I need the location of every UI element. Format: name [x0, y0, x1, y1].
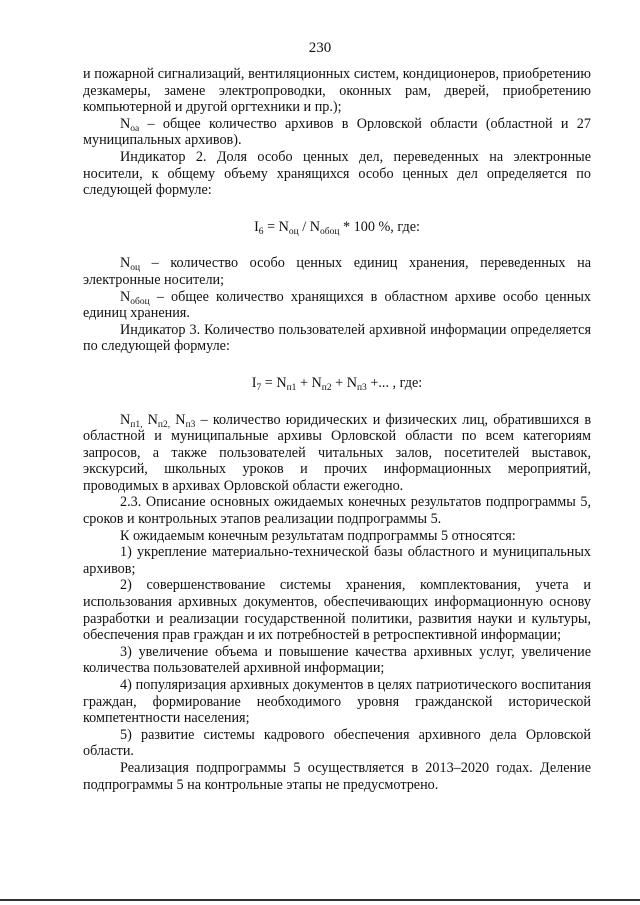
result-item: 3) увеличение объема и повышение качества архивных услуг, увеличение количества пользователей архивной информации; [83, 643, 591, 677]
indicator-3-text: Индикатор 3. Количество пользователей архивной информации определяется по следующей формуле: [83, 321, 591, 355]
document-body [83, 66, 591, 793]
definition-noboc: $N_{обоц}$ – общее количество хранящихся в областном архиве особо ценных единиц хранения. [83, 288, 591, 322]
formula-indicator-3: $I_7 = N_{п1} + N_{п2} + N_{п3}$ +... , где: [251, 374, 423, 393]
result-item: 4) популяризация архивных документов в целях патриотического воспитания граждан, формирование необходимого уровня гражданской исторической компетентности населения; [83, 677, 591, 727]
indicator-2-text: Индикатор 2. Доля особо ценных дел, переведенных на электронные носители, к общему объему хранящихся особо ценных дел определяется по следующей формуле: [83, 148, 591, 199]
definition-np: $N_{п1,}$ $N_{п2,}$ $N_{п3}$ – количество юридических и физических лиц, обратившихся в областной и муниципальные архивы Орловской области по всем категориям запросов, а также пользователей читальных залов, посетителей выставок, экскурсий, школьных уроков и прочих информационных мероприятий, проводимых в архивах Орловской области ежегодно. [83, 411, 592, 494]
formula-indicator-2: $I_6 = N_{оц} / N_{обоц} * 100$ %, где: [254, 218, 420, 237]
page-bottom-rule [0, 899, 640, 901]
definition-noa: $N_{оа}$ – общее количество архивов в Орловской области (областной и 27 муниципальных архивов). [83, 115, 591, 149]
definition-noc: $N_{оц}$ – количество особо ценных единиц хранения, переведенных на электронные носители; [83, 255, 591, 288]
final-paragraph: Реализация подпрограммы 5 осуществляется в 2013–2020 годах. Деление подпрограммы 5 на контрольные этапы не предусмотрено. [83, 759, 591, 793]
result-item: 1) укрепление материально-технической базы областного и муниципальных архивов; [83, 544, 591, 577]
section-2-3-heading: 2.3. Описание основных ожидаемых конечных результатов подпрограммы 5, сроков и контрольных этапов реализации подпрограммы 5. [83, 494, 591, 528]
paragraph-continuation: и пожарной сигнализаций, вентиляционных систем, кондиционеров, приобретению дезкамеры, замене электропроводки, оконных рам, дверей, приобретению компьютерной и другой оргтехники и пр.); [83, 66, 591, 116]
page-number: 230 [308, 40, 332, 56]
results-intro: К ожидаемым конечным результатам подпрограммы 5 относятся: [120, 527, 516, 544]
result-item: 5) развитие системы кадрового обеспечения архивного дела Орловской области. [83, 726, 591, 760]
result-item: 2) совершенствование системы хранения, комплектования, учета и использования архивных документов, обеспечивающих информационную основу разработки и реализации государственной политики, развития науки и культуры, обеспечения прав граждан и их потребностей в ретроспективной информации; [83, 577, 591, 644]
